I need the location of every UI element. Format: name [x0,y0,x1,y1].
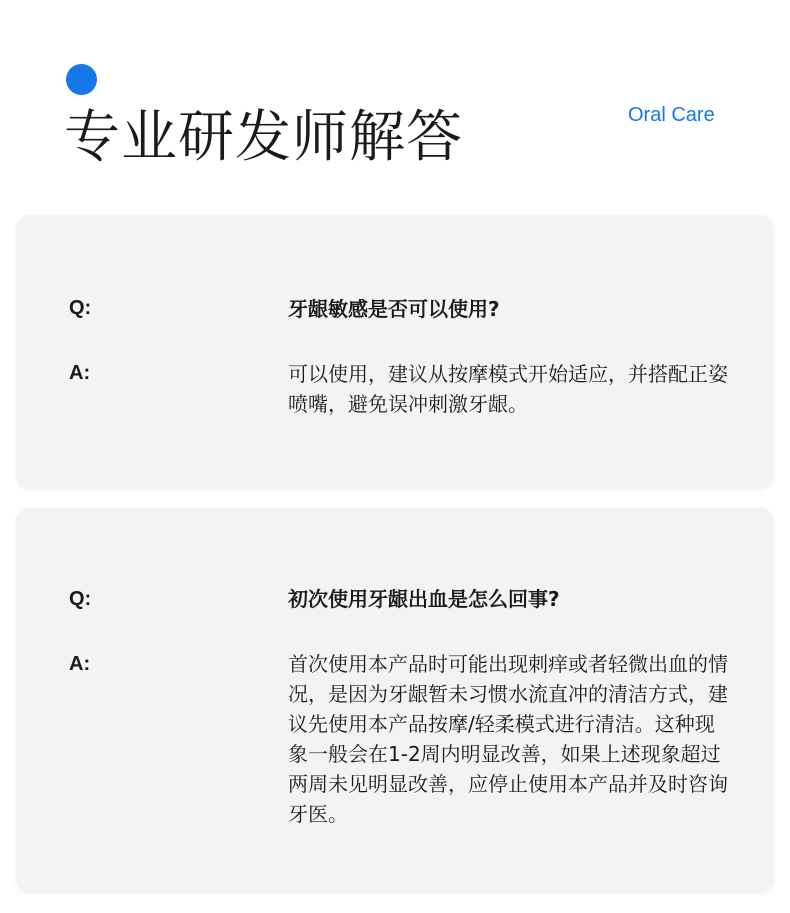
answer-text: 首次使用本产品时可能出现刺痒或者轻微出血的情况，是因为牙龈暂未习惯水流直冲的清洁方式，建议先使用本产品按摩/轻柔模式进行清洁。这种现象一般会在1-2周内明显改善，如果上述现象超过两周未见明显改善，应停止使用本产品并及时咨询牙医。 [288,652,728,826]
faq-card-2 [16,508,774,893]
brand-label: Oral Care [628,104,715,126]
faq-card-1 [16,215,774,489]
question-text: 牙龈敏感是否可以使用? [288,297,500,321]
answer-label: A: [69,653,91,675]
page-title: 专业研发师解答 [64,105,463,170]
answer-label: A: [69,362,91,384]
question-label: Q: [69,588,92,610]
answer-text: 可以使用，建议从按摩模式开始适应，并搭配正姿喷嘴，避免误冲刺激牙龈。 [288,362,728,416]
question-label: Q: [69,297,92,319]
accent-dot [66,64,97,95]
question-text: 初次使用牙龈出血是怎么回事? [288,587,560,611]
